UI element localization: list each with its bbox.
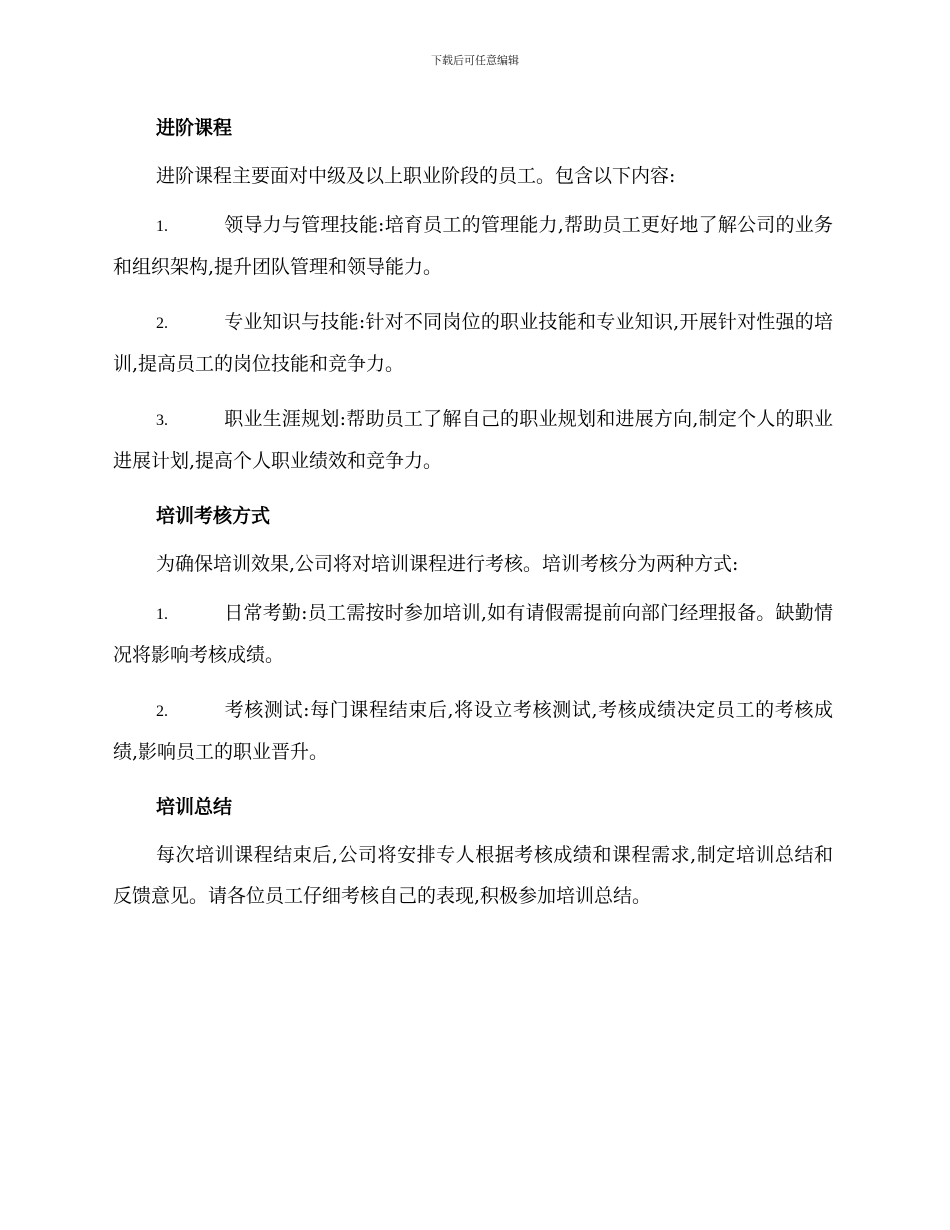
list-item — [113, 593, 833, 676]
list-number: 1. — [156, 218, 168, 235]
list-number: 2. — [156, 703, 168, 720]
assessment-intro: 为确保培训效果,公司将对培训课程进行考核。培训考核分为两种方式: — [156, 553, 739, 575]
page-header: 下载后可任意编辑 — [431, 54, 519, 67]
list-item — [113, 302, 833, 385]
list-number: 3. — [156, 412, 168, 429]
list-item — [113, 205, 833, 288]
section-heading-assessment: 培训考核方式 — [156, 505, 271, 527]
list-item-text: 专业知识与技能:针对不同岗位的职业技能和专业知识,开展针对性强的培训,提高员工的岗位技能和竞争力。 — [113, 311, 833, 375]
document-body — [113, 108, 833, 925]
list-item — [113, 399, 833, 482]
list-item-text: 考核测试:每门课程结束后,将设立考核测试,考核成绩决定员工的考核成绩,影响员工的职业晋升。 — [113, 699, 833, 763]
section-heading-advanced-courses: 进阶课程 — [156, 117, 233, 139]
summary-text: 每次培训课程结束后,公司将安排专人根据考核成绩和课程需求,制定培训总结和反馈意见。请各位员工仔细考核自己的表现,积极参加培训总结。 — [113, 844, 833, 907]
list-item-text: 职业生涯规划:帮助员工了解自己的职业规划和进展方向,制定个人的职业进展计划,提高个人职业绩效和竞争力。 — [113, 408, 833, 472]
list-item-text: 领导力与管理技能:培育员工的管理能力,帮助员工更好地了解公司的业务和组织架构,提升团队管理和领导能力。 — [113, 214, 833, 278]
list-item — [113, 690, 833, 773]
section-heading-summary: 培训总结 — [156, 796, 233, 818]
advanced-courses-intro: 进阶课程主要面对中级及以上职业阶段的员工。包含以下内容: — [156, 165, 676, 187]
list-item-text: 日常考勤:员工需按时参加培训,如有请假需提前向部门经理报备。缺勤情况将影响考核成绩。 — [113, 602, 833, 666]
list-number: 2. — [156, 315, 168, 332]
list-number: 1. — [156, 606, 168, 623]
